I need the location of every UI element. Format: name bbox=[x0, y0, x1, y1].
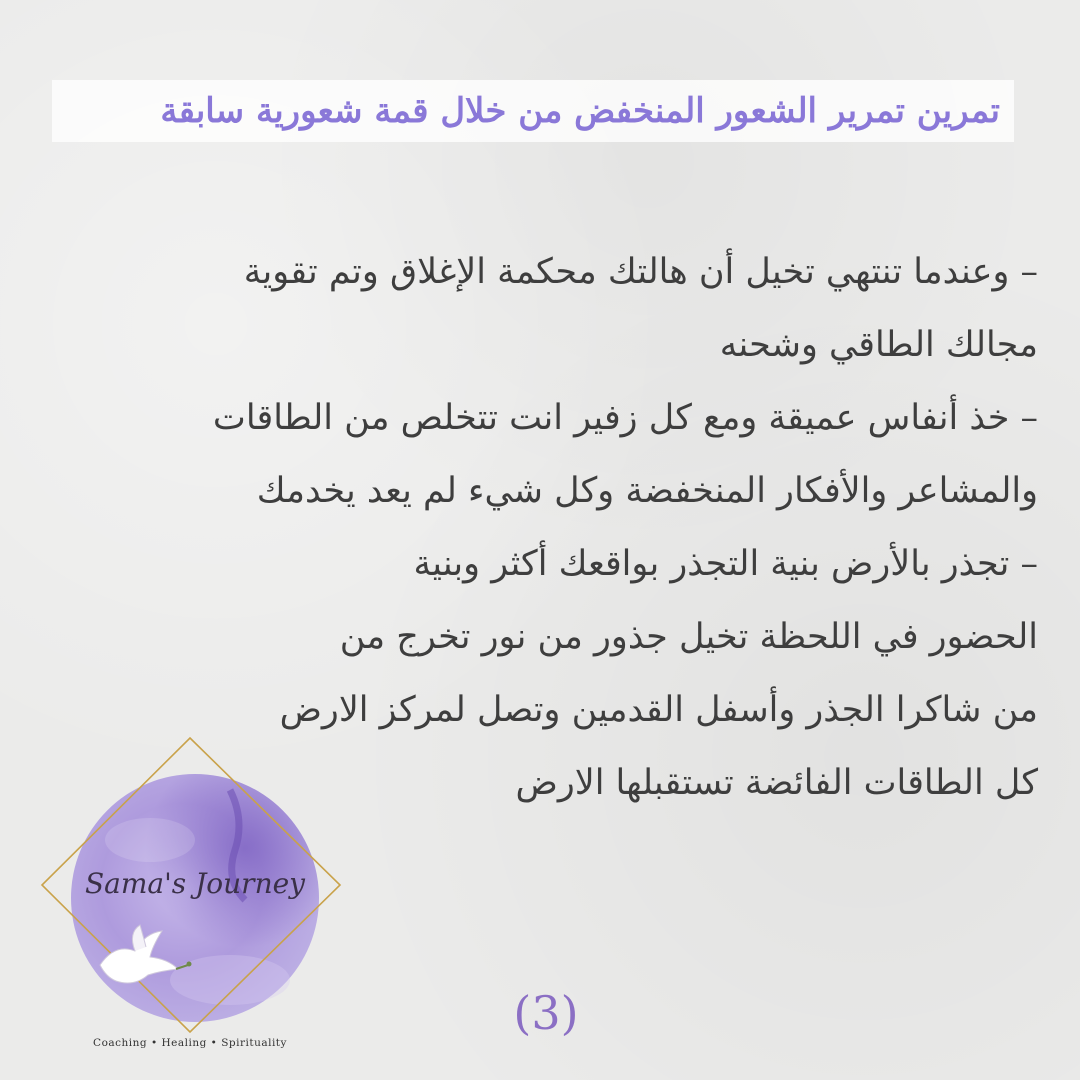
body-line-5: – تجذر بالأرض بنية التجذر بواقعك أكثر وبنية bbox=[413, 544, 1038, 584]
title-band bbox=[52, 80, 1014, 142]
body-line-8: كل الطاقات الفائضة تستقبلها الارض bbox=[515, 763, 1038, 803]
body-line-3: – خذ أنفاس عميقة ومع كل زفير انت تتخلص من الطاقات bbox=[212, 398, 1038, 438]
body-line-2: مجالك الطاقي وشحنه bbox=[719, 325, 1038, 365]
page-number: (3) bbox=[513, 986, 579, 1040]
brand-name: Sama's Journey bbox=[84, 867, 306, 900]
body-line-6: الحضور في اللحظة تخيل جذور من نور تخرج من bbox=[339, 617, 1038, 657]
body-line-1: – وعندما تنتهي تخيل أن هالتك محكمة الإغلاق وتم تقوية bbox=[243, 252, 1038, 292]
body-line-7: من شاكرا الجذر وأسفل القدمين وتصل لمركز الارض bbox=[279, 690, 1038, 730]
body-line-4: والمشاعر والأفكار المنخفضة وكل شيء لم يعد يخدمك bbox=[256, 471, 1038, 511]
brand-logo bbox=[30, 730, 360, 1060]
page-title: تمرين تمرير الشعور المنخفض من خلال قمة شعورية سابقة bbox=[160, 91, 1000, 131]
brand-tagline: Coaching • Healing • Spirituality bbox=[93, 1037, 287, 1049]
